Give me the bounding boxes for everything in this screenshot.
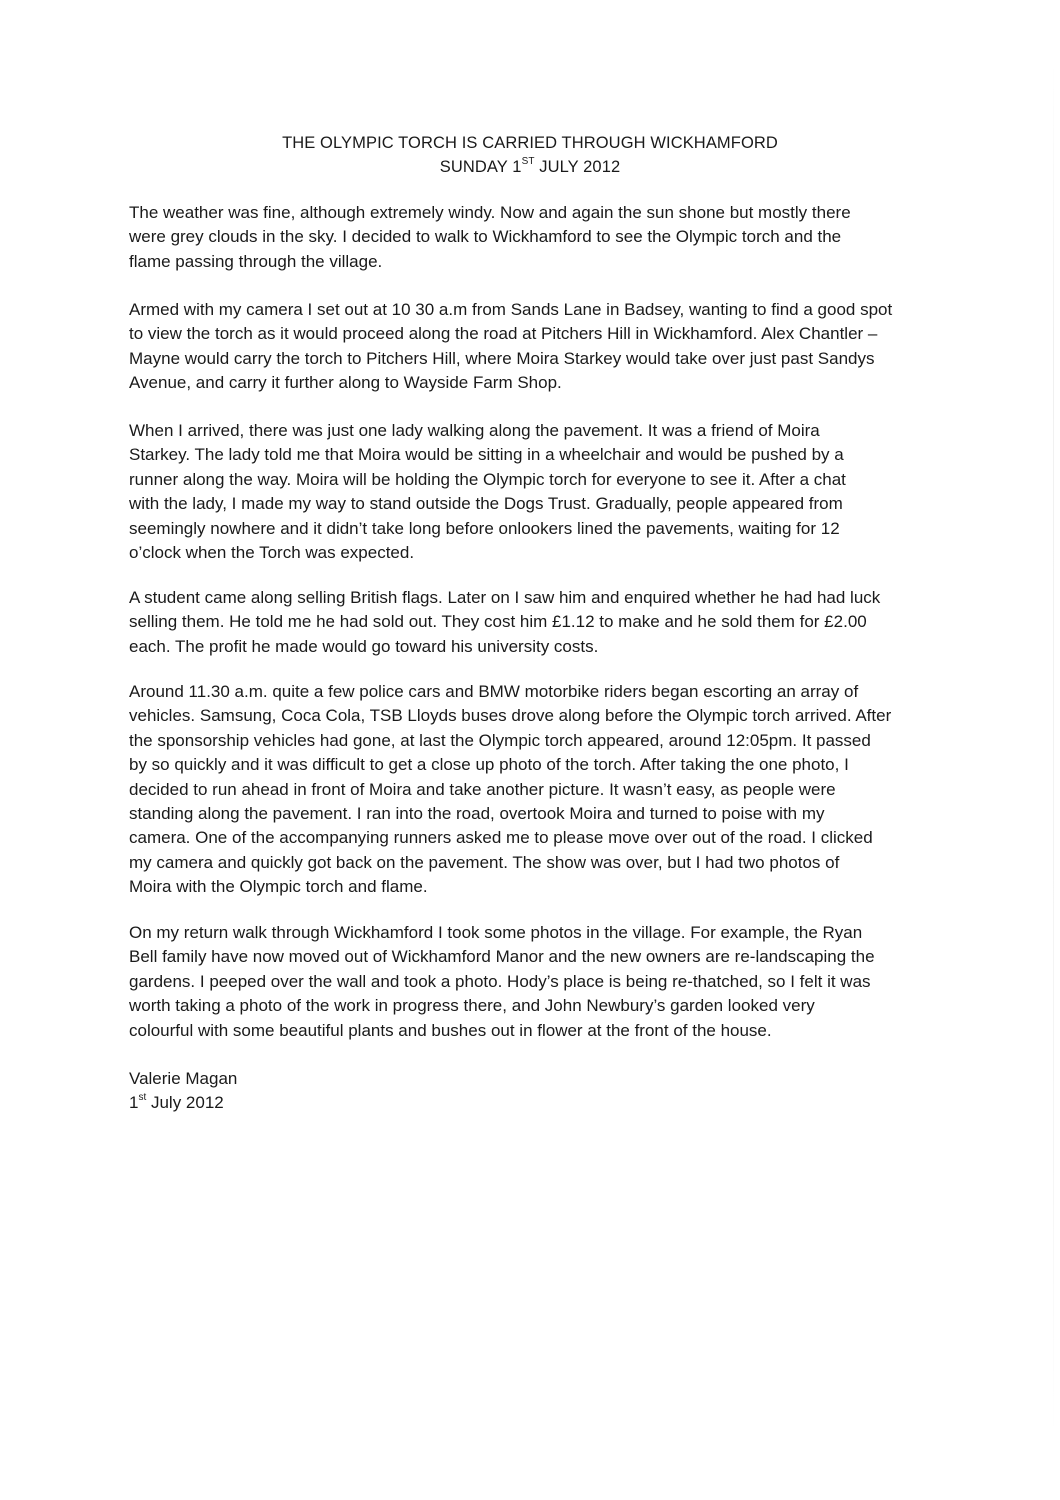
paragraph-line: Starkey. The lady told me that Moira would be sitting in a wheelchair and would be pushed by a bbox=[129, 445, 844, 465]
paragraph-line: The weather was fine, although extremely windy. Now and again the sun shone but mostly there bbox=[129, 203, 851, 222]
paragraph-line: the sponsorship vehicles had gone, at last the Olympic torch appeared, around 12:05pm. It passed bbox=[129, 730, 871, 750]
title-date-suffix: JULY 2012 bbox=[534, 158, 621, 176]
paragraph-line: Armed with my camera I set out at 10 30 a.m from Sands Lane in Badsey, wanting to find a good spot bbox=[129, 300, 893, 319]
title-date-prefix: SUNDAY 1 bbox=[439, 158, 522, 176]
paragraph-line: Around 11.30 a.m. quite a few police cars and BMW motorbike riders began escorting an array of bbox=[129, 682, 859, 701]
signature-date bbox=[129, 1091, 237, 1115]
paragraph-line: worth taking a photo of the work in progress there, and John Newbury’s garden looked very bbox=[129, 996, 815, 1016]
paragraph-1 bbox=[129, 201, 919, 274]
paragraph-2 bbox=[129, 298, 919, 396]
author-name: Valerie Magan bbox=[129, 1069, 238, 1088]
paragraph-line: On my return walk through Wickhamford I took some photos in the village. For example, the Ryan bbox=[129, 923, 863, 942]
paragraph-line: Bell family have now moved out of Wickhamford Manor and the new owners are re-landscaping the bbox=[129, 947, 875, 967]
paragraph-line: camera. One of the accompanying runners asked me to please move over out of the road. I clicked bbox=[129, 828, 873, 848]
paragraph-line: o’clock when the Torch was expected. bbox=[129, 543, 415, 563]
paragraph-line: to view the torch as it would proceed along the road at Pitchers Hill in Wickhamford. Alex Chantler – bbox=[129, 324, 878, 344]
paragraph-line: colourful with some beautiful plants and bushes out in flower at the front of the house. bbox=[129, 1020, 772, 1040]
paragraph-6 bbox=[129, 921, 919, 1043]
paragraph-line: decided to run ahead in front of Moira and take another picture. It wasn’t easy, as people were bbox=[129, 779, 836, 799]
paragraph-line: vehicles. Samsung, Coca Cola, TSB Lloyds buses drove along before the Olympic torch arrived. After bbox=[129, 706, 892, 726]
paragraph-line: were grey clouds in the sky. I decided to walk to Wickhamford to see the Olympic torch and the bbox=[129, 227, 842, 247]
paragraph-line: Avenue, and carry it further along to Wayside Farm Shop. bbox=[129, 373, 562, 393]
paragraph-line: seemingly nowhere and it didn’t take long before onlookers lined the pavements, waiting for 12 bbox=[129, 518, 840, 538]
paragraph-4 bbox=[129, 586, 919, 659]
scan-edge-shadow bbox=[1053, 60, 1054, 1440]
paragraph-line: runner along the way. Moira will be holding the Olympic torch for everyone to see it. After a chat bbox=[129, 469, 846, 489]
signature-date-prefix: 1 bbox=[129, 1093, 139, 1113]
signature-date-ordinal: st bbox=[138, 1091, 147, 1103]
title-line-2 bbox=[0, 155, 1060, 179]
paragraph-line: each. The profit he made would go toward his university costs. bbox=[129, 636, 599, 656]
paragraph-line: flame passing through the village. bbox=[129, 251, 383, 271]
paragraph-line: A student came along selling British flags. Later on I saw him and enquired whether he had had luck bbox=[129, 588, 881, 607]
paragraph-line: with the lady, I made my way to stand outside the Dogs Trust. Gradually, people appeared from bbox=[129, 494, 843, 514]
paragraph-5 bbox=[129, 680, 919, 900]
signature-block bbox=[129, 1067, 237, 1116]
paragraph-line: gardens. I peeped over the wall and took a photo. Hody’s place is being re-thatched, so I felt it was bbox=[129, 971, 871, 991]
paragraph-line: When I arrived, there was just one lady walking along the pavement. It was a friend of Moira bbox=[129, 421, 820, 440]
paragraph-line: standing along the pavement. I ran into the road, overtook Moira and turned to poise with my bbox=[129, 804, 825, 824]
paragraph-3 bbox=[129, 419, 919, 565]
paragraph-line: my camera and quickly got back on the pavement. The show was over, but I had two photos of bbox=[129, 852, 840, 872]
document-title bbox=[0, 131, 1060, 179]
signature-date-suffix: July 2012 bbox=[146, 1093, 224, 1113]
paragraph-line: Moira with the Olympic torch and flame. bbox=[129, 877, 428, 897]
title-line-1: THE OLYMPIC TORCH IS CARRIED THROUGH WICKHAMFORD bbox=[282, 134, 778, 152]
title-date-ordinal: ST bbox=[521, 155, 535, 167]
paragraph-line: selling them. He told me he had sold out. They cost him £1.12 to make and he sold them for £2.00 bbox=[129, 612, 867, 632]
paragraph-line: by so quickly and it was difficult to get a close up photo of the torch. After taking the one photo, I bbox=[129, 755, 849, 775]
paragraph-line: Mayne would carry the torch to Pitchers Hill, where Moira Starkey would take over just past Sandys bbox=[129, 348, 875, 368]
